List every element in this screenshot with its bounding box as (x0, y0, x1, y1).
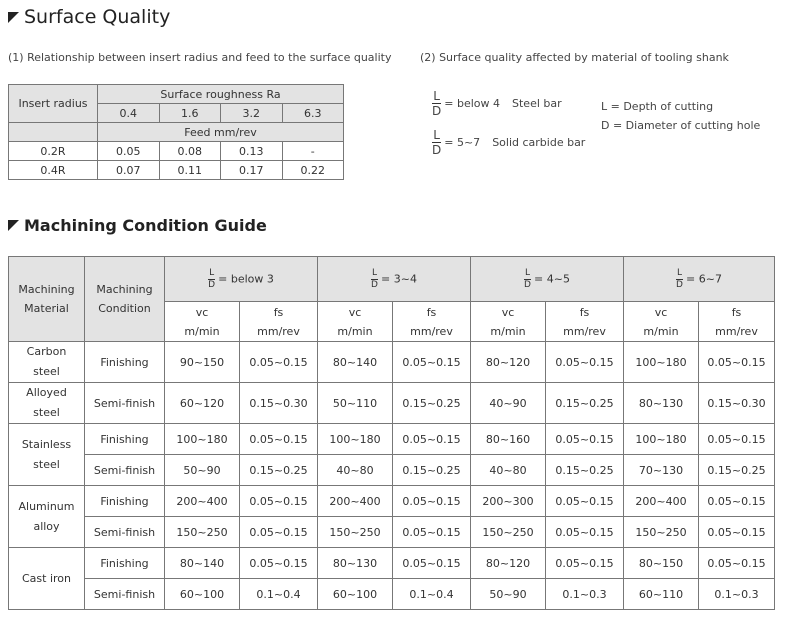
fraction-denominator: D (432, 143, 442, 157)
condition-cell: Semi-finish (85, 579, 165, 610)
vc-value-cell: 100~180 (165, 424, 240, 455)
table-row (9, 517, 775, 548)
feed-cell: 0.13 (221, 142, 283, 161)
fs-header (546, 302, 624, 342)
table-row (9, 342, 775, 383)
fs-value-cell: 0.05~0.15 (546, 517, 624, 548)
fs-value-cell: 0.05~0.15 (699, 548, 775, 579)
fs-value-cell: 0.05~0.15 (240, 486, 318, 517)
vc-header-unit: m/min (643, 324, 679, 338)
steel-bar-label: Steel bar (512, 97, 562, 110)
machining-guide-heading (8, 216, 267, 235)
vc-header (471, 302, 546, 342)
fs-value-cell: 0.15~0.30 (240, 383, 318, 424)
fs-value-cell: 0.05~0.15 (699, 424, 775, 455)
table-row (9, 579, 775, 610)
fs-value-cell: 0.1~0.4 (240, 579, 318, 610)
vc-value-cell: 80~140 (165, 548, 240, 579)
fs-value-cell: 0.05~0.15 (546, 486, 624, 517)
fs-value-cell: 0.15~0.25 (393, 455, 471, 486)
radius-cell: 0.4R (9, 161, 98, 180)
ld-group-header (471, 257, 624, 302)
vc-value-cell: 80~140 (318, 342, 393, 383)
roughness-header: Surface roughness Ra (98, 85, 344, 104)
fs-value-cell: 0.15~0.25 (546, 455, 624, 486)
fs-value-cell: 0.05~0.15 (699, 342, 775, 383)
fs-value-cell: 0.05~0.15 (699, 517, 775, 548)
vc-value-cell: 50~110 (318, 383, 393, 424)
l-over-d-fraction (432, 90, 441, 117)
table-row (9, 455, 775, 486)
steel-ratio: = below 4 (444, 97, 500, 110)
fs-value-cell: 0.15~0.25 (699, 455, 775, 486)
vc-value-cell: 150~250 (165, 517, 240, 548)
fs-header (393, 302, 471, 342)
feed-cell: - (282, 142, 344, 161)
fs-value-cell: 0.15~0.30 (699, 383, 775, 424)
triangle-marker-icon (8, 220, 19, 231)
note-diameter-of-hole: D = Diameter of cutting hole (601, 119, 761, 132)
vc-value-cell: 40~80 (318, 455, 393, 486)
feed-cell: 0.05 (98, 142, 160, 161)
table-row (9, 383, 775, 424)
ra-value: 6.3 (282, 104, 344, 123)
vc-value-cell: 100~180 (318, 424, 393, 455)
fs-value-cell: 0.05~0.15 (546, 548, 624, 579)
vc-value-cell: 60~120 (165, 383, 240, 424)
machining-condition-table (8, 256, 775, 610)
carbide-ratio: = 5~7 (444, 136, 481, 149)
vc-value-cell: 200~300 (471, 486, 546, 517)
fs-value-cell: 0.05~0.15 (546, 424, 624, 455)
vc-value-cell: 200~400 (624, 486, 699, 517)
fs-value-cell: 0.15~0.25 (393, 383, 471, 424)
fraction-numerator: L (372, 267, 378, 278)
radius-cell: 0.2R (9, 142, 98, 161)
fraction-denominator: D (432, 104, 442, 118)
vc-value-cell: 40~90 (471, 383, 546, 424)
fs-header-label: fs (273, 305, 284, 319)
fs-header (240, 302, 318, 342)
fs-header (699, 302, 775, 342)
fs-header-label: fs (426, 305, 437, 319)
vc-header (624, 302, 699, 342)
shank-steel-row (432, 90, 562, 117)
table-row (9, 142, 344, 161)
fraction-numerator: L (525, 267, 531, 278)
fs-value-cell: 0.05~0.15 (393, 548, 471, 579)
vc-value-cell: 40~80 (471, 455, 546, 486)
fraction-denominator: D (676, 279, 683, 290)
vc-value-cell: 150~250 (624, 517, 699, 548)
machining-condition-header: Machining Condition (85, 257, 165, 342)
fs-header-unit: mm/rev (410, 324, 453, 338)
material-cell: Stainless steel (9, 424, 85, 486)
surface-quality-heading (8, 6, 170, 28)
vc-header (165, 302, 240, 342)
fs-header-unit: mm/rev (715, 324, 758, 338)
machining-material-header: Machining Material (9, 257, 85, 342)
vc-value-cell: 60~100 (318, 579, 393, 610)
fs-value-cell: 0.1~0.4 (393, 579, 471, 610)
fs-value-cell: 0.05~0.15 (240, 548, 318, 579)
condition-cell: Finishing (85, 548, 165, 579)
vc-value-cell: 80~120 (471, 342, 546, 383)
ld-group-header (624, 257, 775, 302)
vc-value-cell: 100~180 (624, 424, 699, 455)
vc-value-cell: 60~100 (165, 579, 240, 610)
note-depth-of-cutting: L = Depth of cutting (601, 100, 714, 113)
carbide-bar-label: Solid carbide bar (492, 136, 586, 149)
fs-header-unit: mm/rev (563, 324, 606, 338)
feed-cell: 0.22 (282, 161, 344, 180)
ld-group-label: = 6~7 (686, 272, 722, 285)
fraction-numerator: L (433, 89, 440, 103)
fs-value-cell: 0.05~0.15 (546, 342, 624, 383)
vc-value-cell: 80~120 (471, 548, 546, 579)
fraction-numerator: L (209, 267, 215, 278)
feed-cell: 0.17 (221, 161, 283, 180)
vc-header (318, 302, 393, 342)
vc-value-cell: 90~150 (165, 342, 240, 383)
insert-radius-header-cont (9, 123, 98, 142)
vc-value-cell: 100~180 (624, 342, 699, 383)
fs-value-cell: 0.05~0.15 (393, 517, 471, 548)
table-row (9, 161, 344, 180)
vc-header-label: vc (348, 305, 362, 319)
table-row (9, 424, 775, 455)
fs-value-cell: 0.05~0.15 (393, 486, 471, 517)
fs-value-cell: 0.1~0.3 (699, 579, 775, 610)
vc-value-cell: 200~400 (165, 486, 240, 517)
shank-carbide-row (432, 129, 585, 156)
vc-header-unit: m/min (184, 324, 220, 338)
condition-cell: Finishing (85, 486, 165, 517)
machining-guide-title: Machining Condition Guide (24, 216, 267, 235)
fraction-denominator: D (524, 279, 531, 290)
material-cell: Aluminum alloy (9, 486, 85, 548)
l-over-d-fraction (371, 269, 378, 290)
vc-value-cell: 150~250 (471, 517, 546, 548)
vc-value-cell: 50~90 (471, 579, 546, 610)
vc-value-cell: 150~250 (318, 517, 393, 548)
fraction-denominator: D (371, 279, 378, 290)
l-over-d-fraction (676, 269, 683, 290)
condition-cell: Semi-finish (85, 383, 165, 424)
surface-roughness-table (8, 84, 344, 180)
ld-group-label: = 4~5 (534, 272, 570, 285)
condition-cell: Finishing (85, 424, 165, 455)
fs-value-cell: 0.05~0.15 (393, 342, 471, 383)
table-row (9, 486, 775, 517)
vc-value-cell: 60~110 (624, 579, 699, 610)
vc-value-cell: 80~160 (471, 424, 546, 455)
surface-quality-title: Surface Quality (24, 6, 171, 28)
vc-value-cell: 50~90 (165, 455, 240, 486)
feed-header: Feed mm/rev (98, 123, 344, 142)
material-cell: Cast iron (9, 548, 85, 610)
ra-value: 1.6 (159, 104, 221, 123)
fs-value-cell: 0.1~0.3 (546, 579, 624, 610)
fs-header-unit: mm/rev (257, 324, 300, 338)
ld-group-header (165, 257, 318, 302)
vc-value-cell: 80~130 (318, 548, 393, 579)
ld-group-header (318, 257, 471, 302)
ra-value: 0.4 (98, 104, 160, 123)
feed-cell: 0.08 (159, 142, 221, 161)
l-over-d-fraction (524, 269, 531, 290)
fs-header-label: fs (731, 305, 742, 319)
material-cell: Carbon steel (9, 342, 85, 383)
l-over-d-fraction (432, 129, 441, 156)
fs-value-cell: 0.15~0.25 (240, 455, 318, 486)
fs-header-label: fs (579, 305, 590, 319)
vc-header-unit: m/min (490, 324, 526, 338)
ld-group-label: = below 3 (218, 272, 274, 285)
triangle-marker-icon (8, 12, 19, 23)
feed-cell: 0.11 (159, 161, 221, 180)
insert-radius-header: Insert radius (9, 85, 98, 123)
vc-value-cell: 200~400 (318, 486, 393, 517)
vc-value-cell: 70~130 (624, 455, 699, 486)
vc-value-cell: 80~150 (624, 548, 699, 579)
feed-cell: 0.07 (98, 161, 160, 180)
caption-shank-material: (2) Surface quality affected by material of tooling shank (420, 51, 729, 64)
vc-header-label: vc (654, 305, 668, 319)
condition-cell: Semi-finish (85, 517, 165, 548)
fs-value-cell: 0.05~0.15 (699, 486, 775, 517)
l-over-d-fraction (208, 269, 215, 290)
table-row (9, 548, 775, 579)
material-cell: Alloyed steel (9, 383, 85, 424)
fs-value-cell: 0.05~0.15 (240, 424, 318, 455)
caption-insert-radius: (1) Relationship between insert radius and feed to the surface quality (8, 51, 392, 64)
fs-value-cell: 0.05~0.15 (240, 517, 318, 548)
fs-value-cell: 0.05~0.15 (240, 342, 318, 383)
fs-value-cell: 0.15~0.25 (546, 383, 624, 424)
vc-header-label: vc (195, 305, 209, 319)
vc-header-label: vc (501, 305, 515, 319)
ld-group-label: = 3~4 (381, 272, 417, 285)
ra-value: 3.2 (221, 104, 283, 123)
fs-value-cell: 0.05~0.15 (393, 424, 471, 455)
fraction-denominator: D (208, 279, 216, 290)
condition-cell: Semi-finish (85, 455, 165, 486)
fraction-numerator: L (677, 267, 683, 278)
vc-value-cell: 80~130 (624, 383, 699, 424)
condition-cell: Finishing (85, 342, 165, 383)
fraction-numerator: L (433, 128, 440, 142)
vc-header-unit: m/min (337, 324, 373, 338)
